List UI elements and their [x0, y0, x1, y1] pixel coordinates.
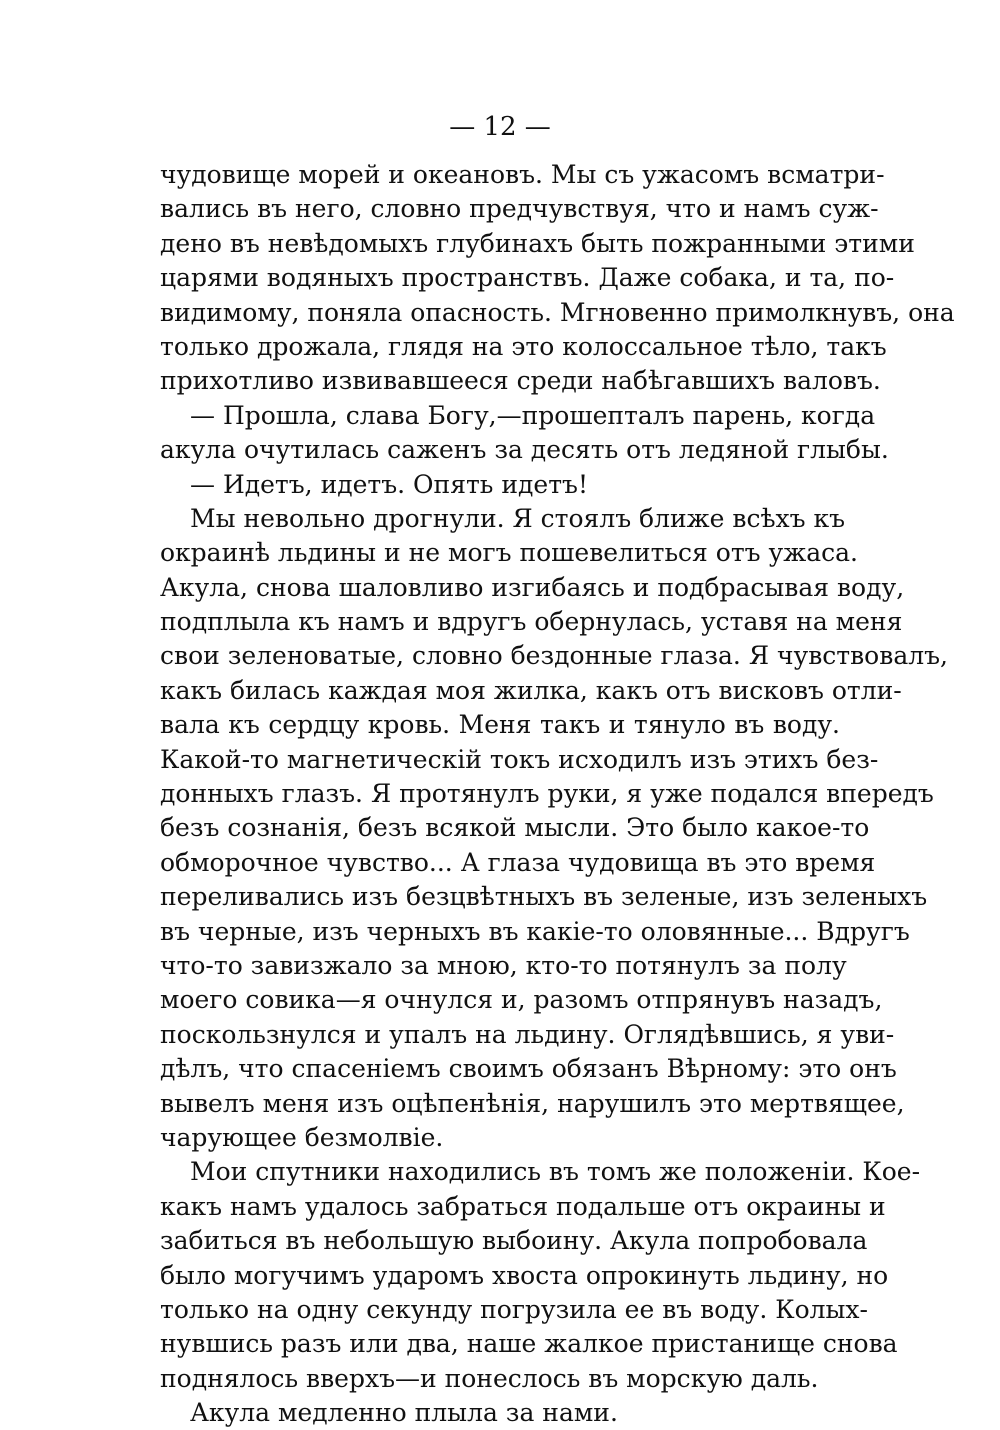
text-line: свои зеленоватые, словно бездонные глаза. Я чувствовалъ, [160, 641, 948, 671]
text-line: — Идетъ, идетъ. Опять идетъ! [190, 469, 588, 499]
text-line: донныхъ глазъ. Я протянулъ руки, я уже подался впередъ [160, 779, 934, 809]
text-line: подплыла къ намъ и вдругъ обернулась, уставя на меня [160, 607, 903, 637]
text-line: нувшись разъ или два, наше жалкое пристанище снова [160, 1329, 898, 1359]
body-text [160, 158, 955, 1430]
text-line: Акула, снова шаловливо изгибаясь и подбрасывая воду, [160, 572, 905, 602]
text-line: Мои спутники находились въ томъ же положеніи. Кое- [190, 1157, 921, 1187]
text-line: чарующее безмолвіе. [160, 1122, 444, 1152]
text-line: забиться въ небольшую выбоину. Акула попробовала [160, 1226, 868, 1256]
text-line: обморочное чувство... А глаза чудовища въ это время [160, 847, 876, 877]
text-line: поднялось вверхъ—и понеслось въ морскую даль. [160, 1363, 819, 1393]
text-line: поскользнулся и упалъ на льдину. Оглядѣвшись, я уви- [160, 1019, 895, 1049]
text-line: вались въ него, словно предчувствуя, что и намъ суж- [160, 194, 879, 224]
text-line: безъ сознанія, безъ всякой мысли. Это было какое-то [160, 813, 870, 843]
text-line: какъ намъ удалось забраться подальше отъ окраины и [160, 1191, 886, 1221]
text-line: акула очутилась саженъ за десять отъ ледяной глыбы. [160, 435, 889, 465]
text-line: видимому, поняла опасность. Мгновенно примолкнувъ, она [160, 297, 955, 327]
page-number: — 12 — [449, 112, 551, 142]
text-line: моего совика—я очнулся и, разомъ отпрянувъ назадъ, [160, 985, 883, 1015]
text-line: въ черные, изъ черныхъ въ какіе-то оловянные... Вдругъ [160, 916, 910, 946]
text-line: Мы невольно дрогнули. Я стоялъ ближе всѣхъ къ [190, 503, 846, 533]
text-line: прихотливо извивавшееся среди набѣгавшихъ валовъ. [160, 366, 881, 396]
text-line: вала къ сердцу кровь. Меня такъ и тянуло въ воду. [160, 710, 840, 740]
text-line: какъ билась каждая моя жилка, какъ отъ висковъ отли- [160, 675, 902, 705]
text-line: только на одну секунду погрузила ее въ воду. Колых- [160, 1294, 868, 1324]
text-line: Акула медленно плыла за нами. [190, 1398, 618, 1428]
text-line: — Прошла, слава Богу,—прошепталъ парень, когда [190, 400, 876, 430]
text-line: только дрожала, глядя на это колоссальное тѣло, такъ [160, 331, 887, 361]
text-line: вывелъ меня изъ оцѣпенѣнія, нарушилъ это мертвящее, [160, 1088, 905, 1118]
text-line: Какой-то магнетическій токъ исходилъ изъ этихъ без- [160, 744, 879, 774]
text-line: дѣлъ, что спасеніемъ своимъ обязанъ Вѣрному: это онъ [160, 1054, 897, 1084]
text-line: царями водяныхъ пространствъ. Даже собака, и та, по- [160, 263, 895, 293]
text-line: дено въ невѣдомыхъ глубинахъ быть пожранными этими [160, 228, 915, 258]
text-line: переливались изъ безцвѣтныхъ въ зеленые, изъ зеленыхъ [160, 882, 928, 912]
text-line: что-то завизжало за мною, кто-то потянулъ за полу [160, 950, 847, 980]
text-line: было могучимъ ударомъ хвоста опрокинуть льдину, но [160, 1260, 889, 1290]
text-line: чудовище морей и океановъ. Мы съ ужасомъ всматри- [160, 160, 885, 189]
text-line: окраинѣ льдины и не могъ пошевелиться отъ ужаса. [160, 538, 858, 568]
